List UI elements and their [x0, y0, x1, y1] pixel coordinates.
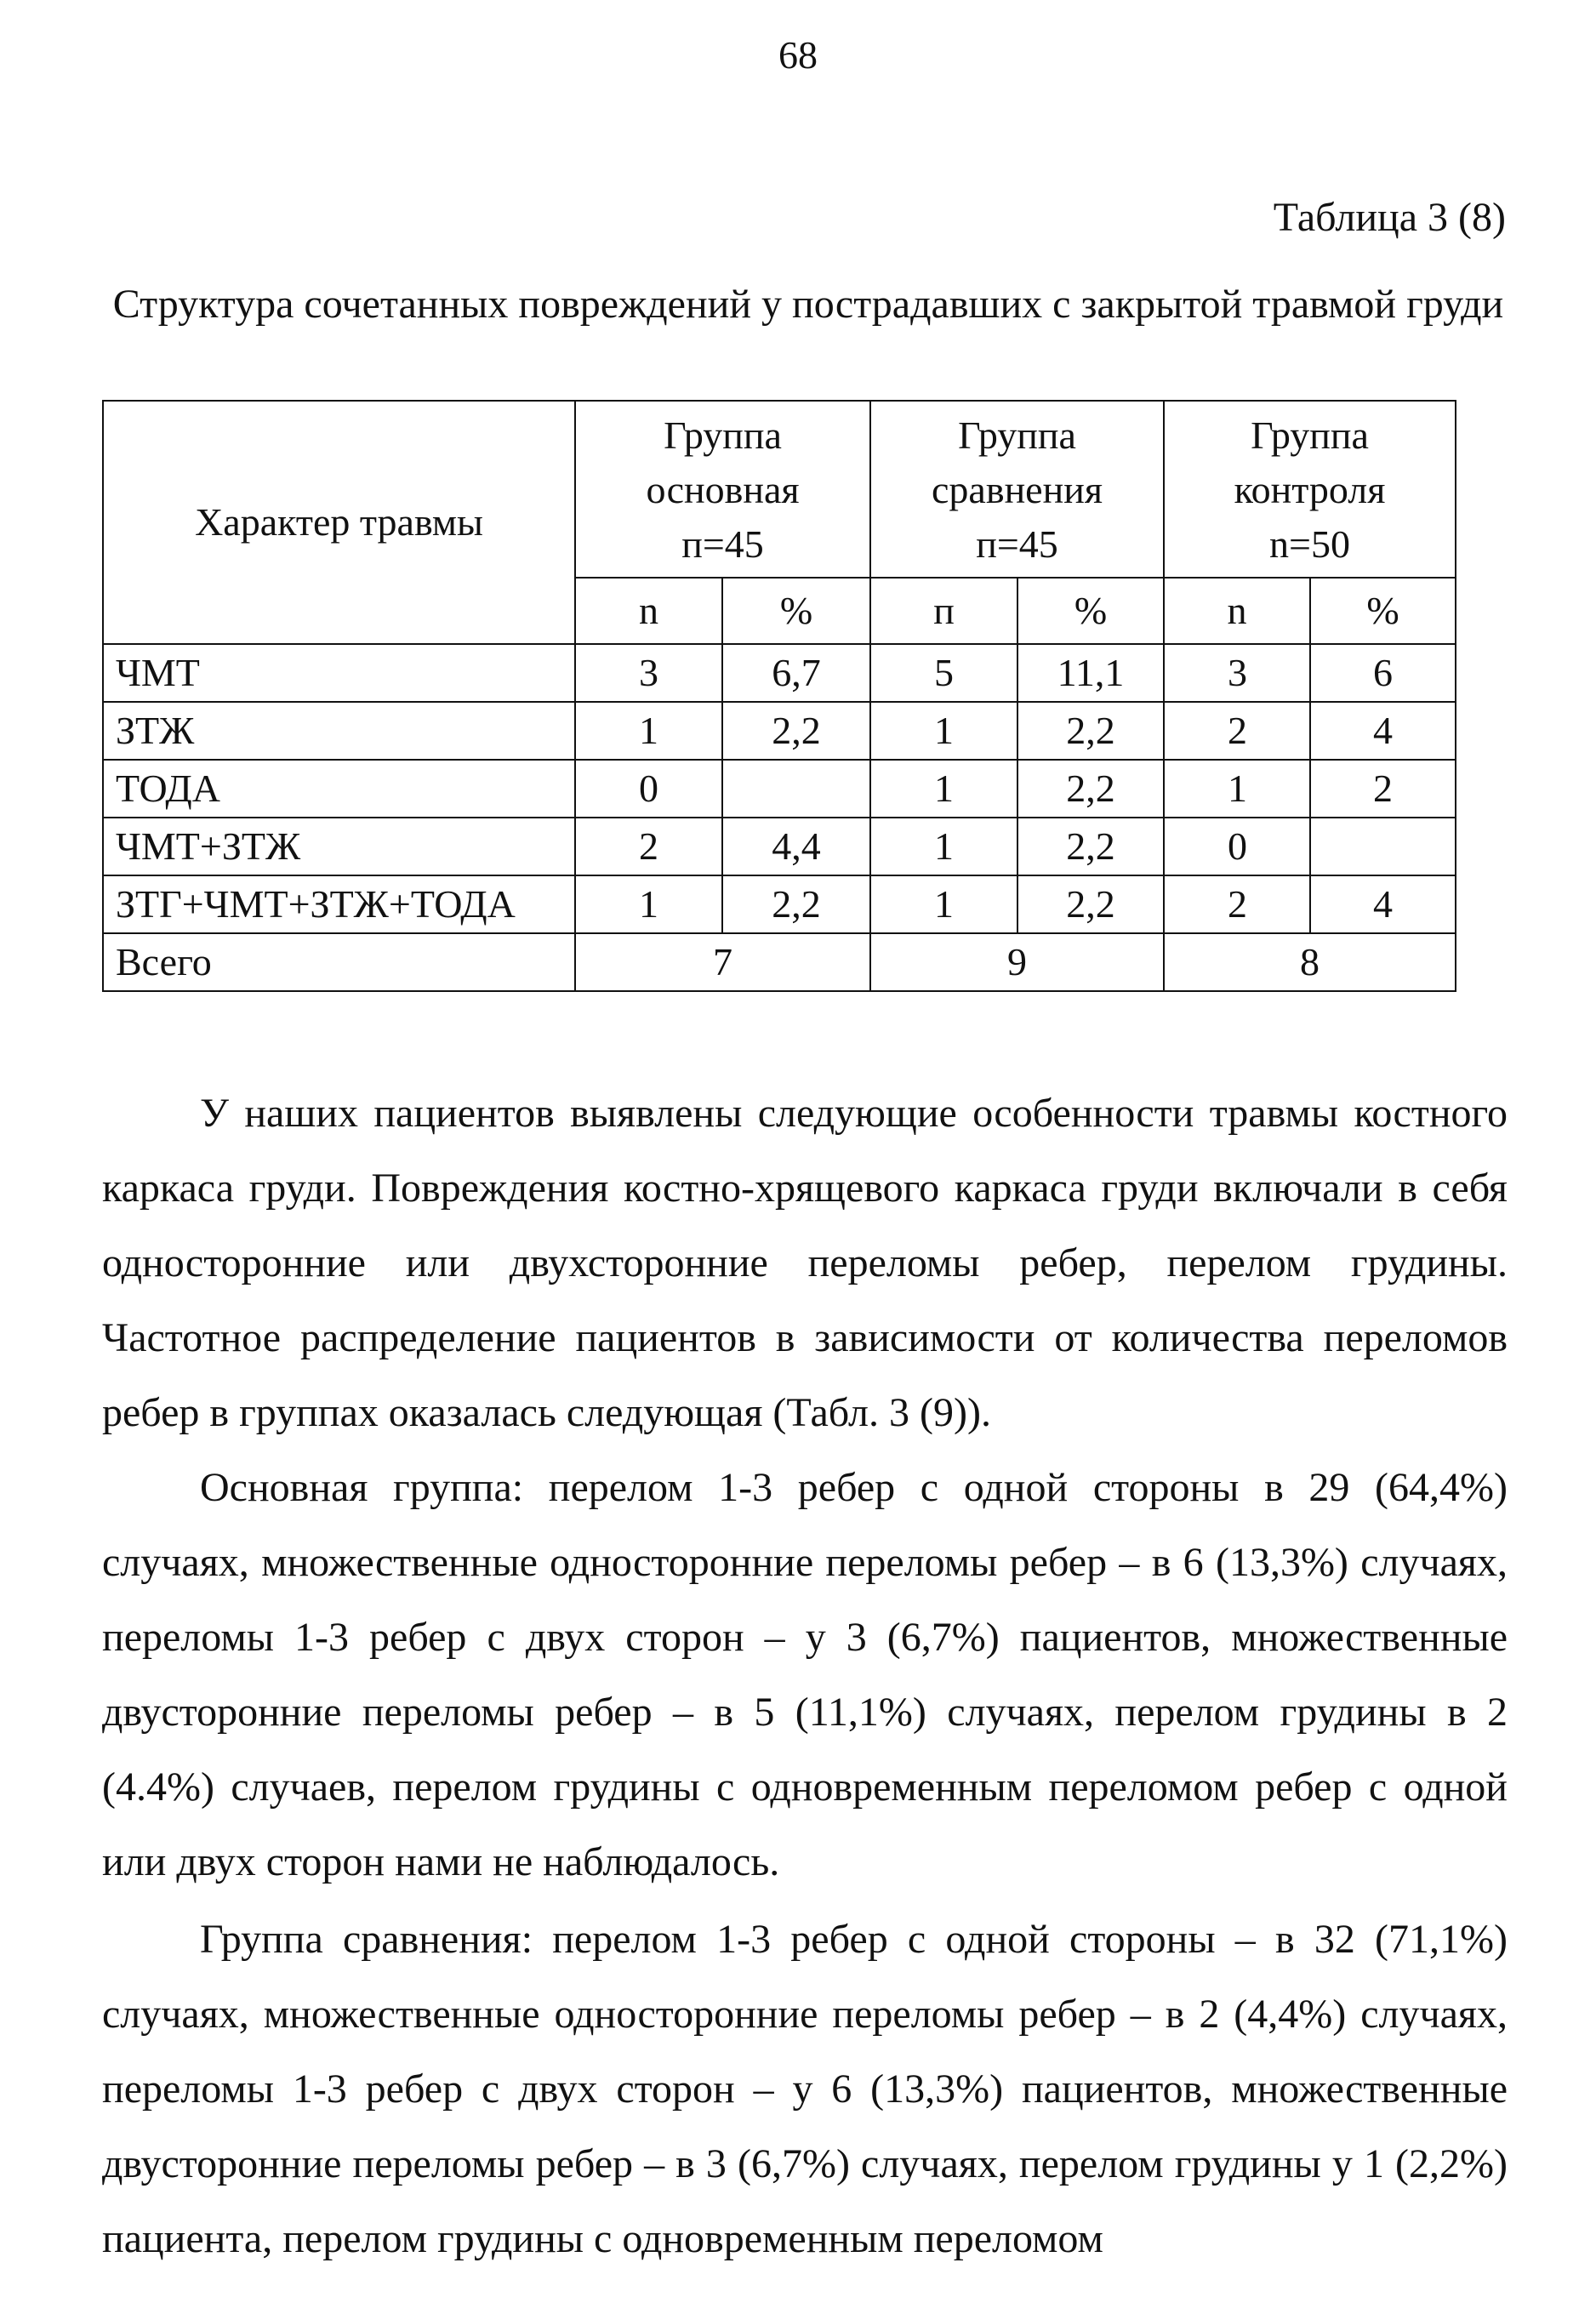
column-header-characteristic: Характер травмы [103, 401, 575, 644]
cell-control-n: 0 [1164, 818, 1310, 875]
column-header-group-main [575, 401, 870, 578]
body-paragraph: Группа сравнения: перелом 1-3 ребер с одной стороны – в 32 (71,1%) случаях, множественные односторонние переломы ребер – в 2 (4,4%) случаях, переломы 1-3 ребер с двух сторон – у 6 (13,3%) пациентов, множественные двусторонние переломы ребер – в 3 (6,7%) случаях, перелом грудины у 1 (2,2%) пациента, перелом грудины с одновременным переломом [102, 1917, 1508, 2261]
cell-comparison-n: 1 [870, 702, 1017, 760]
cell-main-pct: 2,2 [722, 702, 870, 760]
table-caption: Таблица 3 (8) [1273, 195, 1506, 240]
cell-comparison-n: 1 [870, 760, 1017, 818]
table-header-row [103, 401, 1456, 578]
cell-control-pct: 2 [1310, 760, 1456, 818]
cell-main-n: 1 [575, 702, 722, 760]
total-main: 7 [575, 933, 870, 991]
subheader-main-pct: % [722, 578, 870, 644]
cell-comparison-n: 1 [870, 818, 1017, 875]
row-label: ЗТГ+ЧМТ+ЗТЖ+ТОДА [103, 875, 575, 933]
table-row [103, 702, 1456, 760]
cell-main-pct: 4,4 [722, 818, 870, 875]
total-comparison: 9 [870, 933, 1164, 991]
cell-main-pct [722, 760, 870, 818]
group-comparison-line2: сравнения [932, 468, 1103, 511]
table-row [103, 644, 1456, 702]
cell-main-n: 3 [575, 644, 722, 702]
row-label: ТОДА [103, 760, 575, 818]
cell-control-n: 2 [1164, 702, 1310, 760]
body-paragraph: Основная группа: перелом 1-3 ребер с одной стороны в 29 (64,4%) случаях, множественные односторонние переломы ребер – в 6 (13,3%) случаях, переломы 1-3 ребер с двух сторон – у 3 (6,7%) пациентов, множественные двусторонние переломы ребер – в 5 (11,1%) случаях, перелом грудины в 2 (4.4%) случаев, перелом грудины с одновременным переломом ребер с одной или двух сторон нами не наблюдалось. [102, 1465, 1508, 1884]
subheader-comparison-pct: % [1017, 578, 1164, 644]
group-comparison-line3: п=45 [976, 522, 1058, 566]
group-main-line3: п=45 [681, 522, 764, 566]
column-header-group-control [1164, 401, 1456, 578]
subheader-control-n: n [1164, 578, 1310, 644]
group-main-line1: Группа [664, 413, 782, 457]
total-label: Всего [103, 933, 575, 991]
total-control: 8 [1164, 933, 1456, 991]
cell-control-n: 1 [1164, 760, 1310, 818]
column-header-group-comparison [870, 401, 1164, 578]
table-row [103, 875, 1456, 933]
subheader-main-n: n [575, 578, 722, 644]
injury-structure-table [102, 400, 1456, 992]
row-label: ЗТЖ [103, 702, 575, 760]
table-total-row [103, 933, 1456, 991]
group-comparison-line1: Группа [958, 413, 1076, 457]
cell-comparison-pct: 2,2 [1017, 760, 1164, 818]
cell-main-n: 1 [575, 875, 722, 933]
table-row [103, 760, 1456, 818]
cell-control-n: 3 [1164, 644, 1310, 702]
body-paragraph: У наших пациентов выявлены следующие особенности травмы костного каркаса груди. Повреждения костно-хрящевого каркаса груди включали в себя односторонние или двухсторонние переломы ребер, перелом грудины. Частотное распределение пациентов в зависимости от количества переломов ребер в группах оказалась следующая (Табл. 3 (9)). [102, 1091, 1508, 1435]
cell-control-n: 2 [1164, 875, 1310, 933]
cell-main-n: 2 [575, 818, 722, 875]
cell-comparison-n: 1 [870, 875, 1017, 933]
table-title: Структура сочетанных повреждений у пострадавших с закрытой травмой груди [112, 282, 1504, 327]
cell-comparison-n: 5 [870, 644, 1017, 702]
cell-comparison-pct: 2,2 [1017, 818, 1164, 875]
cell-comparison-pct: 2,2 [1017, 875, 1164, 933]
cell-control-pct: 4 [1310, 702, 1456, 760]
cell-control-pct: 6 [1310, 644, 1456, 702]
cell-control-pct [1310, 818, 1456, 875]
subheader-comparison-n: п [870, 578, 1017, 644]
cell-control-pct: 4 [1310, 875, 1456, 933]
page-number: 68 [778, 33, 818, 77]
group-control-line2: контроля [1234, 468, 1386, 511]
cell-comparison-pct: 11,1 [1017, 644, 1164, 702]
cell-main-pct: 6,7 [722, 644, 870, 702]
cell-comparison-pct: 2,2 [1017, 702, 1164, 760]
group-main-line2: основная [646, 468, 800, 511]
cell-main-n: 0 [575, 760, 722, 818]
cell-main-pct: 2,2 [722, 875, 870, 933]
row-label: ЧМТ [103, 644, 575, 702]
table-row [103, 818, 1456, 875]
subheader-control-pct: % [1310, 578, 1456, 644]
group-control-line3: n=50 [1269, 522, 1350, 566]
group-control-line1: Группа [1251, 413, 1369, 457]
row-label: ЧМТ+ЗТЖ [103, 818, 575, 875]
